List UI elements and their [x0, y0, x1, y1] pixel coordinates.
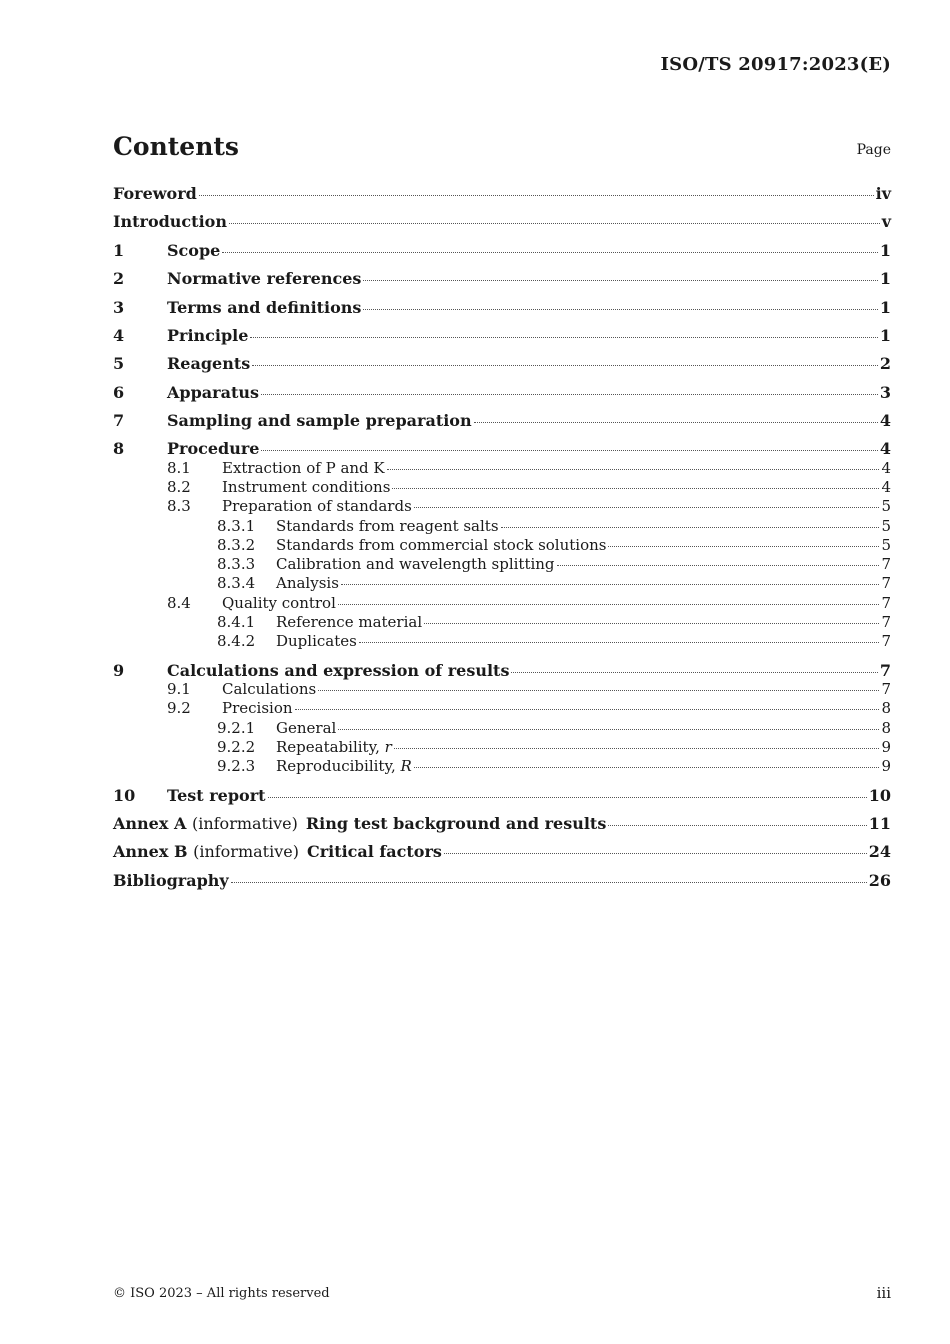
toc-entry-number: 8.3.3 — [217, 555, 256, 573]
dot-leader — [363, 308, 877, 310]
toc-entry-page: 8 — [881, 699, 891, 717]
toc-entry-title: Bibliography — [113, 871, 229, 890]
toc-entry[interactable] — [113, 439, 891, 458]
toc-entry-title: Preparation of standards — [222, 497, 412, 515]
toc-entry-label — [113, 814, 606, 833]
toc-entry-label — [167, 354, 250, 373]
toc-entry-number: 1 — [113, 241, 125, 260]
toc-entry[interactable] — [113, 326, 891, 345]
toc-entry-title: Instrument conditions — [222, 478, 391, 496]
toc-entry-number: 8.1 — [167, 459, 191, 477]
toc-entry-number: 4 — [113, 326, 125, 345]
toc-entry-title: Standards from commercial stock solutions — [276, 536, 607, 554]
toc-entry-label — [167, 661, 509, 680]
toc-entry-title: Analysis — [276, 574, 339, 592]
toc-entry-label — [222, 459, 385, 477]
contents-header — [113, 132, 891, 164]
dot-leader — [387, 468, 880, 470]
toc-entry-label — [222, 594, 336, 612]
page-title: Contents — [113, 132, 240, 161]
toc-entry-number: 8.3 — [167, 497, 191, 515]
toc-entry-page: 9 — [881, 738, 891, 756]
toc-entry-label — [222, 680, 316, 698]
toc-entry-title: Test report — [167, 786, 266, 805]
toc-entry-page: 7 — [881, 632, 891, 650]
toc-entry-label — [276, 719, 336, 737]
toc-entry[interactable] — [113, 241, 891, 260]
toc-entry-page: 1 — [879, 241, 891, 260]
toc-entry-number: 10 — [113, 786, 136, 805]
dot-leader — [511, 671, 877, 673]
toc-entry-label — [167, 241, 220, 260]
toc-entry-label — [222, 497, 412, 515]
annex-type: (informative) — [193, 842, 299, 861]
toc-entry-page: 24 — [868, 842, 891, 861]
toc-entry-page: v — [881, 212, 891, 231]
dot-leader — [359, 641, 880, 643]
toc-entry-number: 2 — [113, 269, 125, 288]
toc-entry-title: Introduction — [113, 212, 227, 231]
toc-entry-label — [222, 478, 390, 496]
dot-leader — [295, 708, 880, 710]
toc-entry-title: Annex A — [113, 814, 187, 833]
toc-entry-number: 3 — [113, 298, 125, 317]
toc-entry-title: Duplicates — [276, 632, 357, 650]
toc-entry-number: 8.3.4 — [217, 574, 256, 592]
toc-entry[interactable] — [113, 459, 891, 477]
dot-leader — [341, 583, 880, 585]
toc-entry-label — [167, 298, 361, 317]
annex-title: Ring test background and results — [305, 814, 607, 833]
toc-entry[interactable] — [113, 757, 891, 775]
toc-entry-title: General — [276, 719, 337, 737]
dot-leader — [229, 222, 880, 224]
dot-leader — [363, 279, 877, 281]
toc-entry-title: Calibration and wavelength splitting — [276, 555, 555, 573]
toc-entry-symbol: R — [400, 757, 412, 775]
toc-entry-label — [276, 536, 606, 554]
toc-entry-label — [276, 574, 339, 592]
toc-entry[interactable] — [113, 738, 891, 756]
toc-entry-number: 6 — [113, 383, 125, 402]
copyright-notice: © ISO 2023 – All rights reserved — [113, 1286, 330, 1301]
toc-entry[interactable] — [113, 842, 891, 861]
toc-entry-title: Reagents — [167, 354, 251, 373]
toc-entry-label — [167, 439, 259, 458]
toc-entry-label — [167, 411, 472, 430]
dot-leader — [338, 603, 880, 605]
toc-entry-page: 7 — [881, 613, 891, 631]
toc-entry-label — [113, 842, 442, 861]
toc-entry-title: Calculations — [222, 680, 317, 698]
toc-entry-label — [276, 738, 392, 756]
toc-entry-number: 8 — [113, 439, 125, 458]
toc-entry[interactable] — [113, 594, 891, 612]
toc-entry-title: Annex B — [113, 842, 188, 861]
toc-entry-title: Procedure — [167, 439, 260, 458]
toc-entry-number: 9.2 — [167, 699, 191, 717]
toc-entry-page: 5 — [881, 497, 891, 515]
toc-entry[interactable] — [113, 699, 891, 717]
toc-entry-number: 9.1 — [167, 680, 191, 698]
toc-entry-number: 9.2.2 — [217, 738, 256, 756]
toc-entry[interactable] — [113, 269, 891, 288]
toc-entry-page: 7 — [881, 574, 891, 592]
toc-entry-number: 5 — [113, 354, 125, 373]
toc-entry-number: 7 — [113, 411, 125, 430]
dot-leader — [250, 336, 877, 338]
toc-entry[interactable] — [113, 478, 891, 496]
toc-entry[interactable] — [113, 680, 891, 698]
toc-entry-title: Principle — [167, 326, 249, 345]
toc-entry[interactable] — [113, 411, 891, 430]
toc-entry-number: 8.3.2 — [217, 536, 256, 554]
toc-entry-title: Quality control — [222, 594, 336, 612]
toc-entry-page: 7 — [879, 661, 891, 680]
toc-entry-title: Reference material — [276, 613, 423, 631]
toc-entry-label — [167, 326, 248, 345]
dot-leader — [199, 194, 874, 196]
dot-leader — [424, 622, 879, 624]
toc-entry-page: 4 — [879, 439, 891, 458]
toc-entry-number: 8.4.1 — [217, 613, 256, 631]
toc-entry-page: 4 — [881, 478, 891, 496]
toc-entry-label — [222, 699, 293, 717]
dot-leader — [501, 526, 880, 528]
dot-leader — [268, 796, 867, 798]
toc-entry-title: Scope — [167, 241, 221, 260]
toc-entry-number: 8.4 — [167, 594, 191, 612]
dot-leader — [608, 545, 879, 547]
toc-entry-page: 10 — [868, 786, 891, 805]
toc-entry[interactable] — [113, 555, 891, 573]
dot-leader — [392, 487, 879, 489]
toc-entry-title: Reproducibility, — [276, 757, 401, 775]
toc-entry-number: 9.2.1 — [217, 719, 256, 737]
toc-entry[interactable] — [113, 661, 891, 680]
toc-entry-title: Calculations and expression of results — [167, 661, 510, 680]
toc-entry-label — [276, 632, 357, 650]
toc-entry-page: 26 — [868, 871, 891, 890]
toc-entry-title: Extraction of P and K — [222, 459, 385, 477]
dot-leader — [222, 251, 878, 253]
annex-type: (informative) — [191, 814, 298, 833]
page-column-label: Page — [856, 142, 891, 158]
toc-entry-label — [167, 269, 361, 288]
dot-leader — [608, 824, 866, 826]
toc-entry[interactable] — [113, 298, 891, 317]
toc-entry-number: 9.2.3 — [217, 757, 256, 775]
toc-entry-title: Apparatus — [167, 383, 259, 402]
toc-entry-page: iv — [875, 184, 891, 203]
toc-entry-title: Foreword — [113, 184, 197, 203]
toc-entry-number: 9 — [113, 661, 125, 680]
toc-entry-title: Sampling and sample preparation — [167, 411, 472, 430]
toc-entry-title: Precision — [222, 699, 293, 717]
toc-entry-label — [113, 212, 227, 231]
toc-entry[interactable] — [113, 814, 891, 833]
toc-entry[interactable] — [113, 184, 891, 203]
toc-entry[interactable] — [113, 613, 891, 631]
dot-leader — [557, 564, 880, 566]
annex-title: Critical factors — [306, 842, 442, 861]
toc-entry-page: 11 — [868, 814, 891, 833]
toc-entry-page: 7 — [881, 555, 891, 573]
toc-entry[interactable] — [113, 212, 891, 231]
document-id: ISO/TS 20917:2023(E) — [660, 54, 891, 75]
toc-entry-page: 3 — [879, 383, 891, 402]
toc-entry-label — [276, 517, 499, 535]
toc-entry-title: Standards from reagent salts — [276, 517, 499, 535]
toc-entry-page: 7 — [881, 680, 891, 698]
toc-entry[interactable] — [113, 574, 891, 592]
toc-entry-number: 8.4.2 — [217, 632, 256, 650]
toc-entry-page: 1 — [879, 298, 891, 317]
dot-leader — [252, 364, 878, 366]
dot-leader — [394, 747, 880, 749]
toc-entry-page: 5 — [881, 517, 891, 535]
dot-leader — [444, 852, 867, 854]
toc-entry-label — [276, 555, 555, 573]
toc-entry-label — [276, 613, 422, 631]
toc-entry-page: 2 — [879, 354, 891, 373]
dot-leader — [414, 766, 880, 768]
dot-leader — [338, 728, 879, 730]
dot-leader — [261, 449, 877, 451]
dot-leader — [414, 506, 880, 508]
toc-entry[interactable] — [113, 536, 891, 554]
toc-entry[interactable] — [113, 871, 891, 890]
toc-entry-page: 1 — [879, 269, 891, 288]
toc-entry[interactable] — [113, 719, 891, 737]
toc-entry[interactable] — [113, 383, 891, 402]
toc-entry-number: 8.2 — [167, 478, 191, 496]
dot-leader — [318, 689, 879, 691]
toc-entry-page: 1 — [879, 326, 891, 345]
toc-entry[interactable] — [113, 497, 891, 515]
toc-entry-page: 4 — [881, 459, 891, 477]
toc-entry-page: 5 — [881, 536, 891, 554]
toc-entry-number: 8.3.1 — [217, 517, 256, 535]
page-number: iii — [876, 1284, 891, 1302]
toc-entry[interactable] — [113, 354, 891, 373]
toc-entry-label — [113, 871, 229, 890]
dot-leader — [261, 393, 878, 395]
dot-leader — [231, 881, 867, 883]
toc-entry-title: Repeatability, — [276, 738, 385, 756]
toc-entry-label — [167, 383, 259, 402]
toc-entry-page: 7 — [881, 594, 891, 612]
dot-leader — [474, 421, 878, 423]
toc-entry-symbol: r — [384, 738, 392, 756]
toc-entry-label — [113, 184, 197, 203]
toc-entry-title: Normative references — [167, 269, 362, 288]
toc-entry[interactable] — [113, 517, 891, 535]
toc-entry-label — [276, 757, 412, 775]
toc-entry[interactable] — [113, 632, 891, 650]
toc-entry-page: 9 — [881, 757, 891, 775]
toc-entry[interactable] — [113, 786, 891, 805]
toc-entry-page: 4 — [879, 411, 891, 430]
toc-entry-title: Terms and definitions — [167, 298, 362, 317]
toc-entry-label — [167, 786, 266, 805]
toc-entry-page: 8 — [881, 719, 891, 737]
